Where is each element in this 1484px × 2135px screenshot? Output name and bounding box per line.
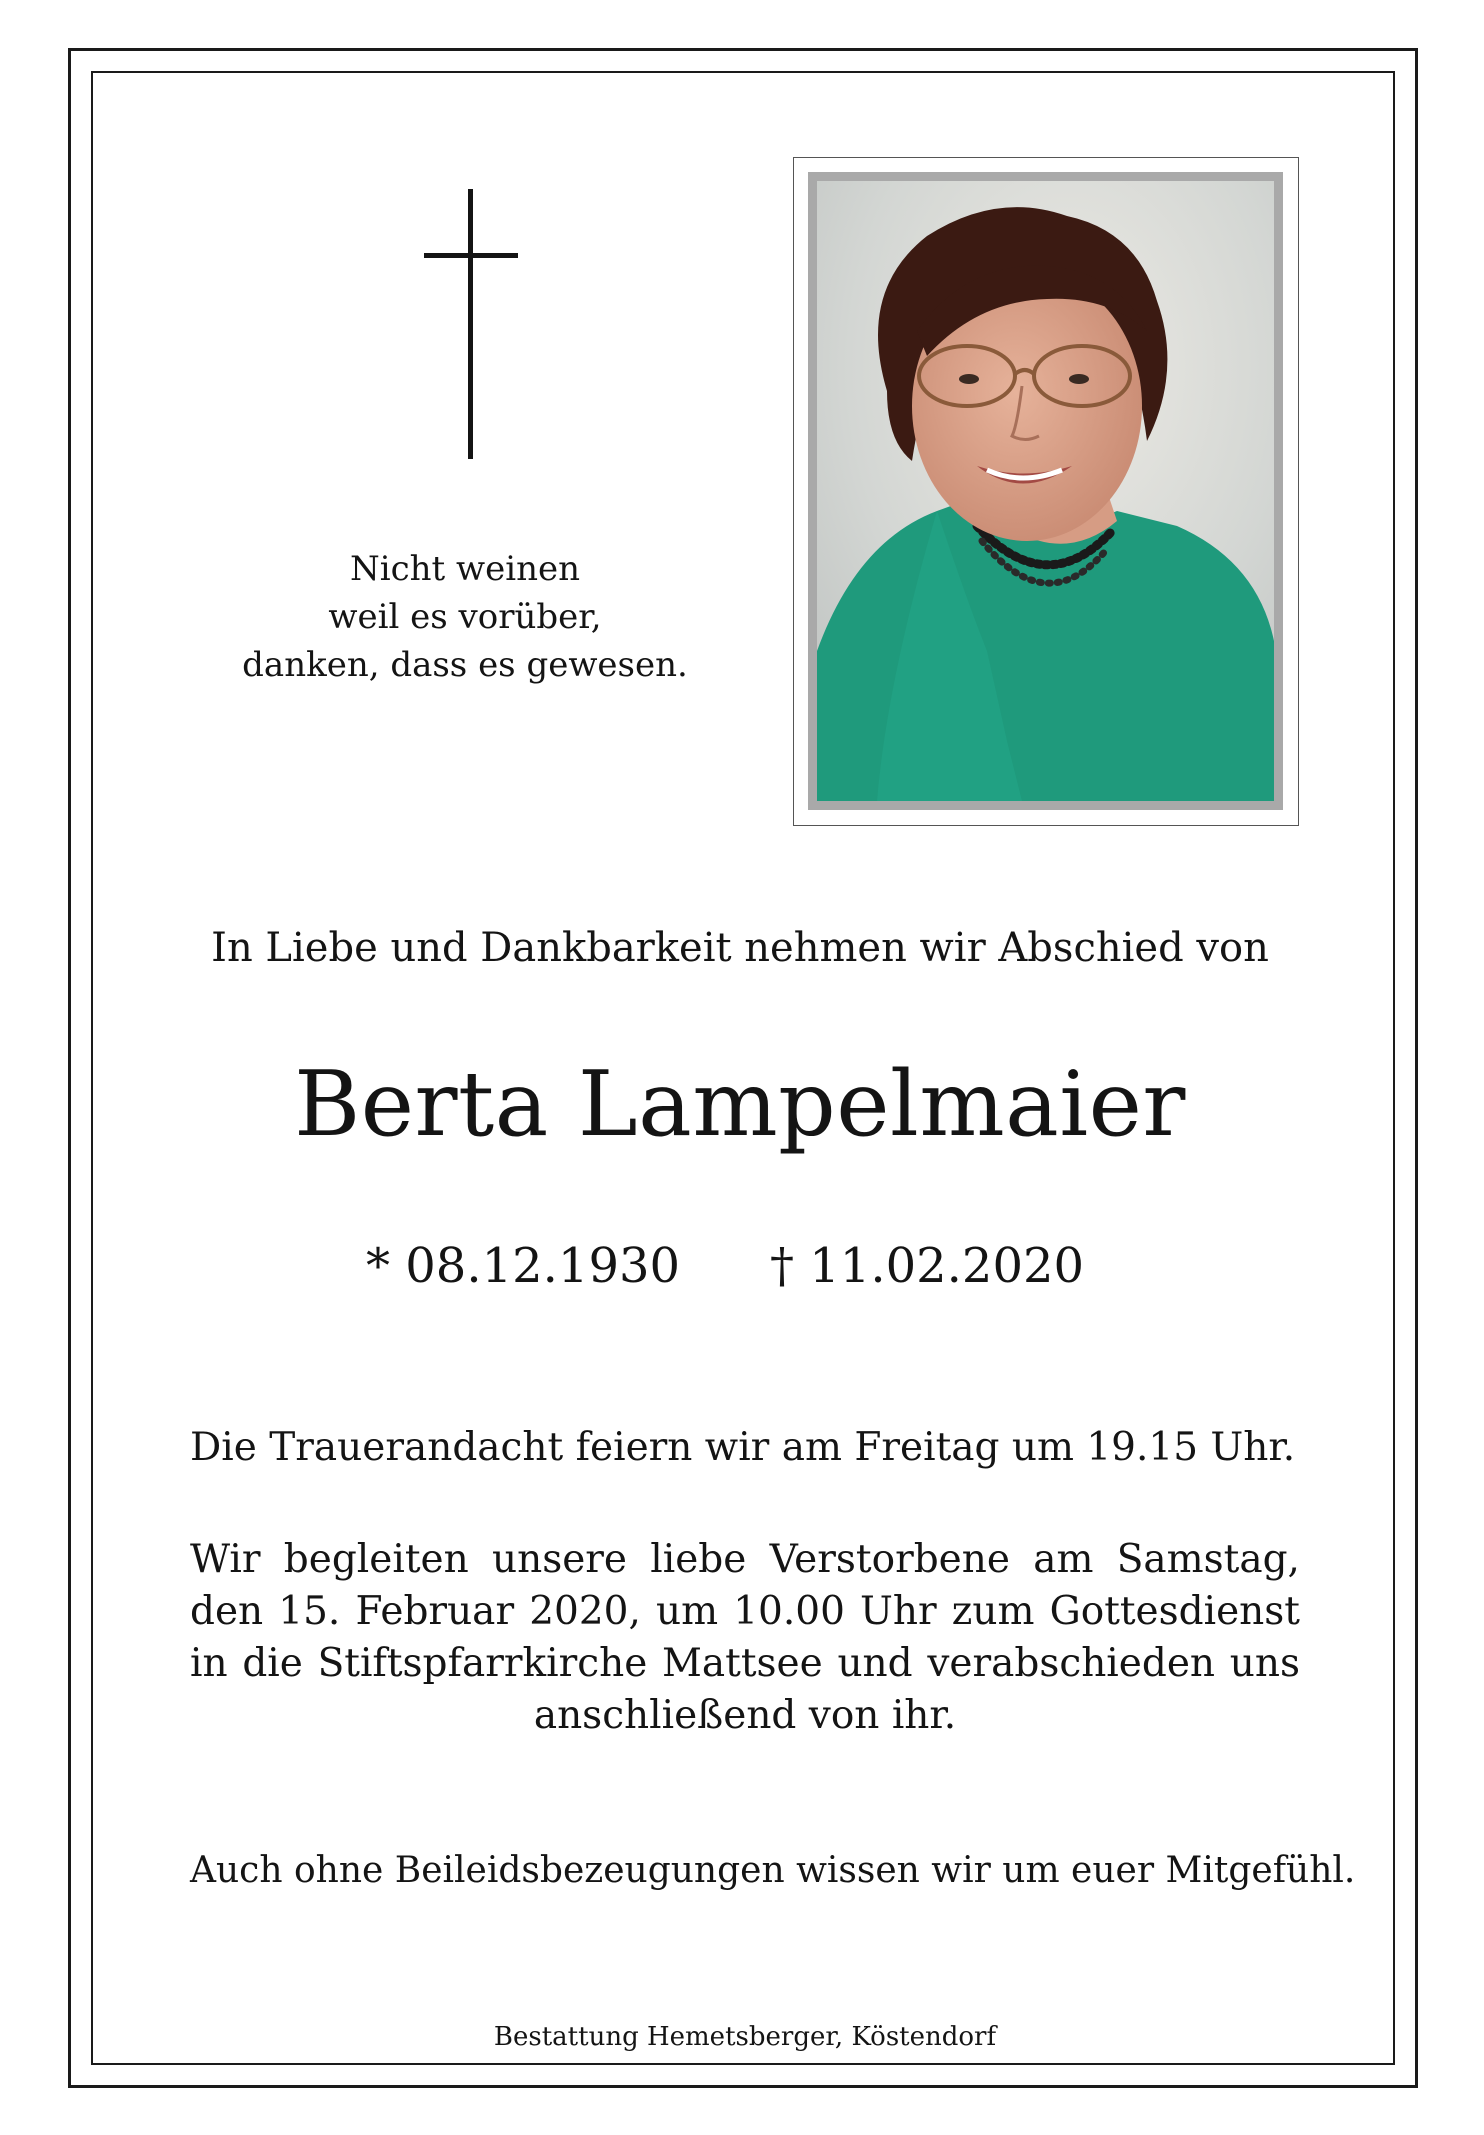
poem: [190, 545, 740, 689]
burial-announcement: [190, 1534, 1300, 1742]
burial-word: Gottesdienst: [1049, 1589, 1300, 1634]
burial-line: [190, 1690, 1300, 1742]
burial-word: anschließend von ihr.: [533, 1693, 957, 1738]
burial-word: begleiten: [283, 1537, 469, 1582]
portrait-frame: [793, 157, 1299, 826]
burial-word: Samstag,: [1116, 1537, 1300, 1582]
poem-line: Nicht weinen: [349, 549, 581, 589]
burial-word: und: [837, 1641, 913, 1686]
poem-line: danken, dass es gewesen.: [242, 645, 688, 685]
burial-word: Stiftspfarrkirche: [317, 1641, 648, 1686]
burial-word: den: [190, 1589, 264, 1634]
burial-line: [190, 1534, 1300, 1586]
burial-line: [190, 1638, 1300, 1690]
burial-word: Februar: [355, 1589, 515, 1634]
poem-line: weil es vorüber,: [328, 597, 602, 637]
condolence-note: Auch ohne Beileidsbezeugungen wissen wir um euer Mitgefühl.: [190, 1850, 1356, 1891]
cross-icon: [424, 189, 518, 459]
birth-date: * 08.12.1930: [366, 1238, 681, 1294]
burial-word: Verstorbene: [769, 1537, 1010, 1582]
burial-word: am: [1033, 1537, 1094, 1582]
deceased-name: Berta Lampelmaier: [294, 1052, 1186, 1157]
burial-word: die: [242, 1641, 303, 1686]
service-announcement: Die Trauerandacht feiern wir am Freitag um 19.15 Uhr.: [190, 1425, 1296, 1470]
burial-word: 2020,: [529, 1589, 641, 1634]
burial-word: Wir: [190, 1537, 261, 1582]
intro-text: In Liebe und Dankbarkeit nehmen wir Abschied von: [211, 925, 1269, 971]
burial-word: 15.: [278, 1589, 341, 1634]
burial-line: [190, 1586, 1300, 1638]
portrait-photo: [817, 181, 1274, 801]
burial-word: liebe: [650, 1537, 747, 1582]
undertaker-credit: Bestattung Hemetsberger, Köstendorf: [493, 2022, 997, 2052]
burial-word: Uhr: [860, 1589, 937, 1634]
portrait-mat: [808, 172, 1283, 810]
burial-word: Mattsee: [662, 1641, 823, 1686]
burial-word: unsere: [491, 1537, 628, 1582]
death-date: † 11.02.2020: [770, 1238, 1085, 1294]
burial-word: in: [190, 1641, 228, 1686]
burial-word: 10.00: [733, 1589, 845, 1634]
burial-word: uns: [1229, 1641, 1300, 1686]
burial-word: zum: [951, 1589, 1035, 1634]
burial-word: um: [656, 1589, 719, 1634]
burial-word: verabschieden: [927, 1641, 1216, 1686]
